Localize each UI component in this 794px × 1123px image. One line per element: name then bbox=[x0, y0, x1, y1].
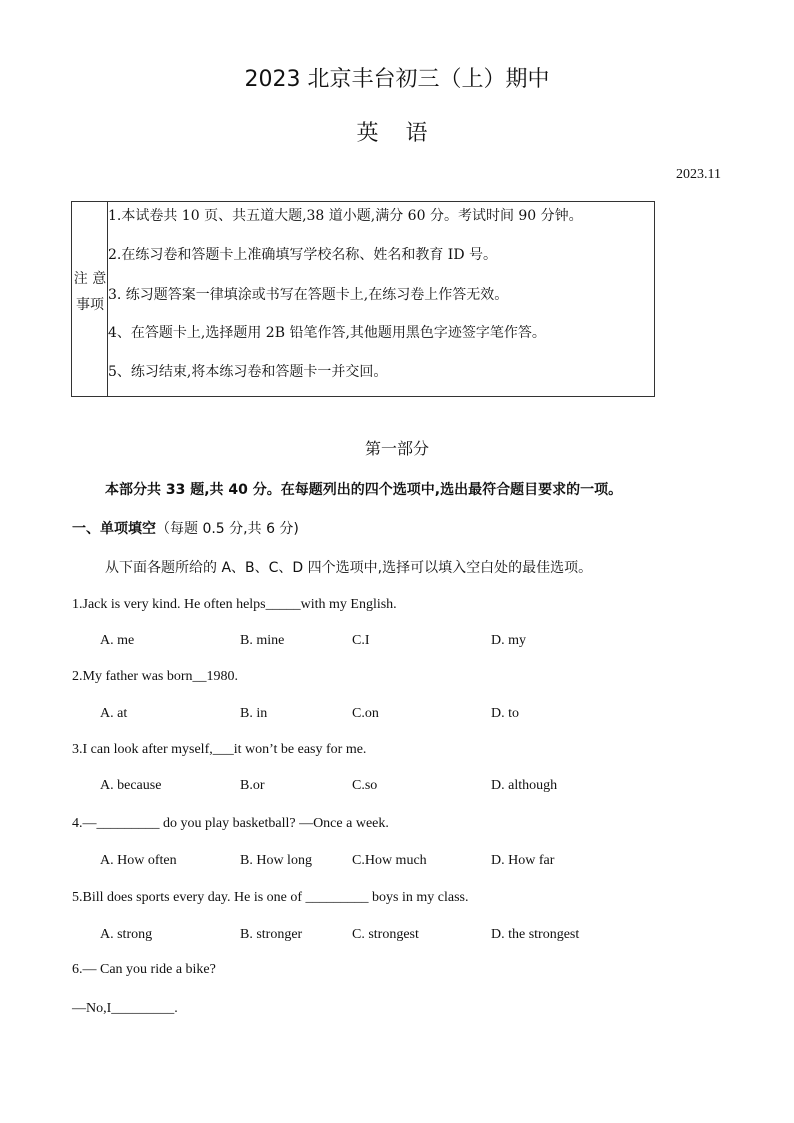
option-c: C. strongest bbox=[352, 927, 419, 942]
option-d: D. the strongest bbox=[491, 927, 580, 942]
section-heading-score: （每题 0.5 分,共 6 分) bbox=[156, 521, 299, 537]
option-d: D. my bbox=[491, 633, 526, 648]
option-a: A. at bbox=[100, 706, 128, 721]
notice-label-line1: 注 意 bbox=[73, 271, 107, 287]
question-stem: 3.I can look after myself,___it won’t be easy for me. bbox=[72, 742, 367, 757]
question-answer-line: —No,I_________. bbox=[72, 1001, 178, 1016]
option-b: B. mine bbox=[240, 633, 285, 648]
notice-item-2: 2.在练习卷和答题卡上准确填写学校名称、姓名和教育 ID 号。 bbox=[108, 247, 498, 263]
option-d: D. although bbox=[491, 778, 558, 793]
option-c: C.How much bbox=[352, 853, 427, 868]
option-b: B. in bbox=[240, 706, 268, 721]
option-c: C.on bbox=[352, 706, 379, 721]
section-heading-label: 一、单项填空 bbox=[72, 521, 156, 537]
option-b: B.or bbox=[240, 778, 265, 793]
option-a: A. How often bbox=[100, 853, 177, 868]
notice-label bbox=[72, 202, 108, 396]
notice-item-3: 3. 练习题答案一律填涂或书写在答题卡上,在练习卷上作答无效。 bbox=[108, 287, 509, 303]
section-instruction: 从下面各题所给的 A、B、C、D 四个选项中,选择可以填入空白处的最佳选项。 bbox=[105, 560, 593, 576]
document-title: 2023 北京丰台初三（上）期中 bbox=[244, 67, 550, 92]
notice-label-line2: 事项 bbox=[76, 297, 104, 313]
section-heading bbox=[72, 518, 299, 538]
question-stem: 2.My father was born__1980. bbox=[72, 669, 239, 684]
notice-item-5: 5、练习结束,将本练习卷和答题卡一并交回。 bbox=[108, 364, 388, 380]
subject-title: 英 语 bbox=[356, 121, 438, 146]
option-d: D. How far bbox=[491, 853, 555, 868]
exam-date: 2023.11 bbox=[676, 167, 721, 182]
option-a: A. because bbox=[100, 778, 162, 793]
question-stem: 5.Bill does sports every day. He is one of _________ boys in my class. bbox=[72, 890, 469, 905]
question-stem: 1.Jack is very kind. He often helps_____with my English. bbox=[72, 597, 397, 612]
option-b: B. How long bbox=[240, 853, 312, 868]
part-title: 第一部分 bbox=[364, 439, 429, 458]
option-a: A. me bbox=[100, 633, 135, 648]
option-d: D. to bbox=[491, 706, 519, 721]
question-stem: 6.— Can you ride a bike? bbox=[72, 962, 216, 977]
question-stem: 4.—_________ do you play basketball? —Once a week. bbox=[72, 816, 389, 831]
option-a: A. strong bbox=[100, 927, 153, 942]
option-b: B. stronger bbox=[240, 927, 303, 942]
part-intro: 本部分共 33 题,共 40 分。在每题列出的四个选项中,选出最符合题目要求的一项。 bbox=[105, 482, 623, 498]
option-c: C.I bbox=[352, 633, 370, 648]
option-c: C.so bbox=[352, 778, 378, 793]
notice-item-4: 4、在答题卡上,选择题用 2B 铅笔作答,其他题用黑色字迹签字笔作答。 bbox=[108, 325, 546, 341]
notice-item-1: 1.本试卷共 10 页、共五道大题,38 道小题,满分 60 分。考试时间 90 分钟。 bbox=[108, 208, 583, 224]
notice-box bbox=[71, 201, 655, 397]
